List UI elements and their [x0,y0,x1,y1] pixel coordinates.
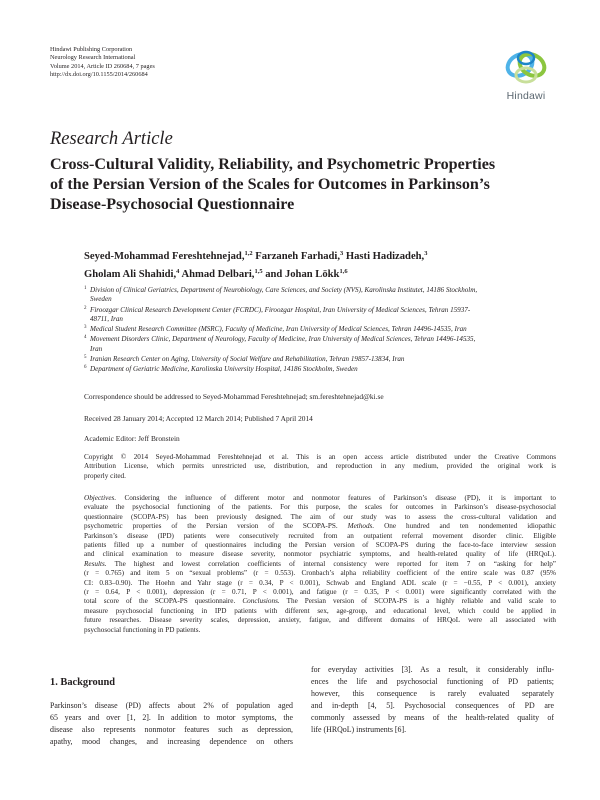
paper-title [50,155,560,215]
title-line: Disease-Psychosocial Questionnaire [50,196,295,213]
abstract-line [84,503,556,512]
doi-link[interactable]: http://dx.doi.org/10.1155/2014/260684 [50,71,148,79]
hindawi-logo-icon [498,46,554,90]
affiliations [84,286,554,376]
abstract-line [84,513,556,522]
body-column-right [311,664,554,737]
abstract-text: and clinical examination to measure disease severity, nonmotor psychiatric symptoms, and health-related quality of life (HRQoL). [84,550,556,559]
abstract-line [84,616,556,625]
author-name: Seyed-Mohammad Fereshtehnejad, [84,251,245,262]
affiliation-text: Medical Student Research Committee (MSRC), Faculty of Medicine, Iran University of Medical Sciences, Tehran 14496-14535, Iran [90,325,467,334]
abstract-label: Objectives. [84,494,117,502]
body-line: Parkinson’s disease (PD) affects about 2% of population aged [50,701,293,710]
body-line: commonly assessed by means of the health-related quality of [311,713,554,723]
affiliation [84,286,554,305]
author-list [84,248,427,283]
abstract-text: psychosocial functioning in PD patients. [84,625,201,634]
affiliation [84,365,554,374]
copyright-line: properly cited. [84,471,126,480]
affiliation-text: 48711, Iran [90,314,123,323]
author-name: Hasti Hadizadeh, [343,251,425,262]
affiliation-number: 5 [84,355,87,361]
author-name: Gholam Ali Shahidi, [84,268,177,280]
author-line [84,266,427,284]
body-line: however, this consequence is rarely evaluated separately [311,689,554,699]
affiliation-text: Department of Geriatric Medicine, Karolinska University Hospital, 14186 Stockholm, Sweden [90,365,358,374]
author-affil: 1,5 [254,267,263,275]
body-line: ences the life and psychosocial functioning of PD patients; [311,677,554,687]
abstract-line [84,560,556,569]
abstract-line [84,607,556,616]
author-affil: 4 [176,267,180,275]
abstract-text: Parkinson’s disease (IPD) patients were consecutively recruited from an outpatient referral movement disorder clinic. Eligible [84,531,556,540]
abstract [84,494,556,635]
affiliation-number: 4 [84,335,87,341]
affiliation [84,325,554,334]
affiliation [84,355,554,364]
abstract-line [84,626,556,635]
abstract-line [84,541,556,550]
abstract-line [84,532,556,541]
abstract-line [84,550,556,559]
body-line: disease also represents nonmotor features such as depression, [50,725,293,735]
abstract-label: Methods. [337,522,375,531]
abstract-line [84,579,556,588]
title-line: Cross-Cultural Validity, Reliability, and Psychometric Properties [50,156,496,173]
author-affil: 3 [424,250,428,257]
affiliation-number: 1 [84,286,87,291]
academic-editor: Academic Editor: Jeff Bronstein [84,434,180,443]
affiliation-number: 2 [84,305,87,311]
publication-info [50,46,155,80]
author-name: and Johan Lökk [262,268,340,280]
affiliation [84,306,554,325]
logo-text: Hindawi [506,90,546,102]
affiliation-text: Sweden [90,295,112,304]
body-line: life (HRQoL) instruments [6]. [311,725,407,735]
body-column-left [50,700,293,748]
body-line: and in-depth [4, 5]. Psychosocial consequences of PD are [311,701,554,711]
copyright-line: Copyright © 2014 Seyed-Mohammad Fereshtehnejad et al. This is an open access article distributed under the Creative Commons [84,453,556,461]
volume-info: Volume 2014, Article ID 260684, 7 pages [50,62,155,70]
affiliation [84,335,554,354]
affiliation-text: Iranian Research Center on Aging, University of Social Welfare and Rehabilitation, Tehran 19857-13834, Iran [90,355,405,364]
abstract-line [84,494,556,503]
abstract-text: future researches. Disease severity scales, depression, anxiety, fatigue, and different domains of HRQoL were all associated with [84,616,556,625]
author-line [84,248,427,266]
copyright-notice [84,453,556,481]
abstract-text: measure psychosocial functioning in IPD patients with different sex, age-group, and educational level, which could be applied in [84,606,556,615]
article-dates: Received 28 January 2014; Accepted 12 March 2014; Published 7 April 2014 [84,414,313,423]
body-line: apathy, mood changes, and increasing dependence on others [50,737,293,747]
abstract-line [84,522,556,531]
abstract-text: CI: 0.83–0.90). The Hoehn and Yahr stage (r = 0.34, P < 0.001), Schwab and England ADL scale (r = −0.55, P < 0.001), anxiety [84,578,556,587]
abstract-text: The Persian version of SCOPA-PS is a highly reliable and valid scale to [279,597,556,606]
author-affil: 3 [340,250,344,257]
abstract-text: The highest and lowest correlation coefficients of internal consistency were reported for item 7 on “asking for help” [106,559,556,568]
abstract-label: Conclusions. [235,597,280,606]
abstract-text: evaluate the psychosocial functioning of the patients. For this purpose, the scales for outcomes in Parkinson’s disease-psychosocial [84,503,556,512]
author-affil: 1,2 [244,250,253,257]
abstract-text: psychometric properties of the Persian version of the SCOPA-PS. [84,522,338,531]
author-affil: 1,6 [339,267,348,275]
abstract-text: One hundred and ten nondemented idiopathic [374,522,556,531]
author-name: Ahmad Delbari, [179,268,255,280]
affiliation-number: 3 [84,325,87,331]
affiliation-text: Iran [90,344,103,353]
abstract-text: (r = 0.64, P < 0.001), depression (r = 0.71, P < 0.001), and fatigue (r = 0.35, P < 0.001) were significantly correlated with the [84,588,556,597]
journal-name: Neurology Research International [50,54,136,62]
hindawi-logo [498,46,554,104]
article-type: Research Article [50,129,173,149]
abstract-line [84,597,556,606]
copyright-line: Attribution License, which permits unrestricted use, distribution, and reproduction in any medium, provided the original work is [84,462,556,471]
abstract-line [84,569,556,578]
abstract-line [84,588,556,597]
publisher-name: Hindawi Publishing Corporation [50,46,133,53]
abstract-text: total score of the SCOPA-PS questionnaire. [84,597,236,606]
affiliation-text: Division of Clinical Geriatrics, Department of Neurobiology, Care Sciences, and Society (NVS), Karolinska Institutet, 14186 Stockholm, [90,286,478,294]
body-line: 65 years and over [1, 2]. In addition to motor symptoms, the [50,713,293,723]
affiliation-number: 6 [84,365,87,371]
body-line: for everyday activities [3]. As a result, it considerably influ- [311,665,554,674]
author-name: Farzaneh Farhadi, [252,251,340,262]
correspondence: Correspondence should be addressed to Seyed-Mohammad Fereshtehnejad; sm.fereshtehnejad@ki.se [84,392,384,401]
abstract-label: Results. [84,559,107,568]
abstract-text: questionnaire (SCOPA-PS) has been previously designed. The aim of our study was to assess the cross-cultural validation and [84,512,556,521]
abstract-text: (r = 0.765) and item 5 on “sexual problems” (r = 0.553). Cronbach’s alpha reliability coefficient of the entire scale was 0.87 (95% [84,569,556,578]
title-line: of the Persian Version of the Scales for Outcomes in Parkinson’s [50,176,490,193]
section-heading: 1. Background [50,677,116,688]
abstract-text: patients filled up a number of questionnaires including the Persian version of SCOPA-PS during the face-to-face interview session [84,541,556,550]
affiliation-text: Movement Disorders Clinic, Department of Neurology, Faculty of Medicine, Iran University of Medical Sciences, Tehran 14496-14535, [90,335,476,344]
affiliation-text: Firoozgar Clinical Research Development Center (FCRDC), Firoozgar Hospital, Iran University of Medical Sciences, Tehran 15937- [90,305,471,314]
abstract-text: Considering the influence of different motor and nonmotor features of Parkinson’s disease (PD), it is important to [116,494,556,502]
